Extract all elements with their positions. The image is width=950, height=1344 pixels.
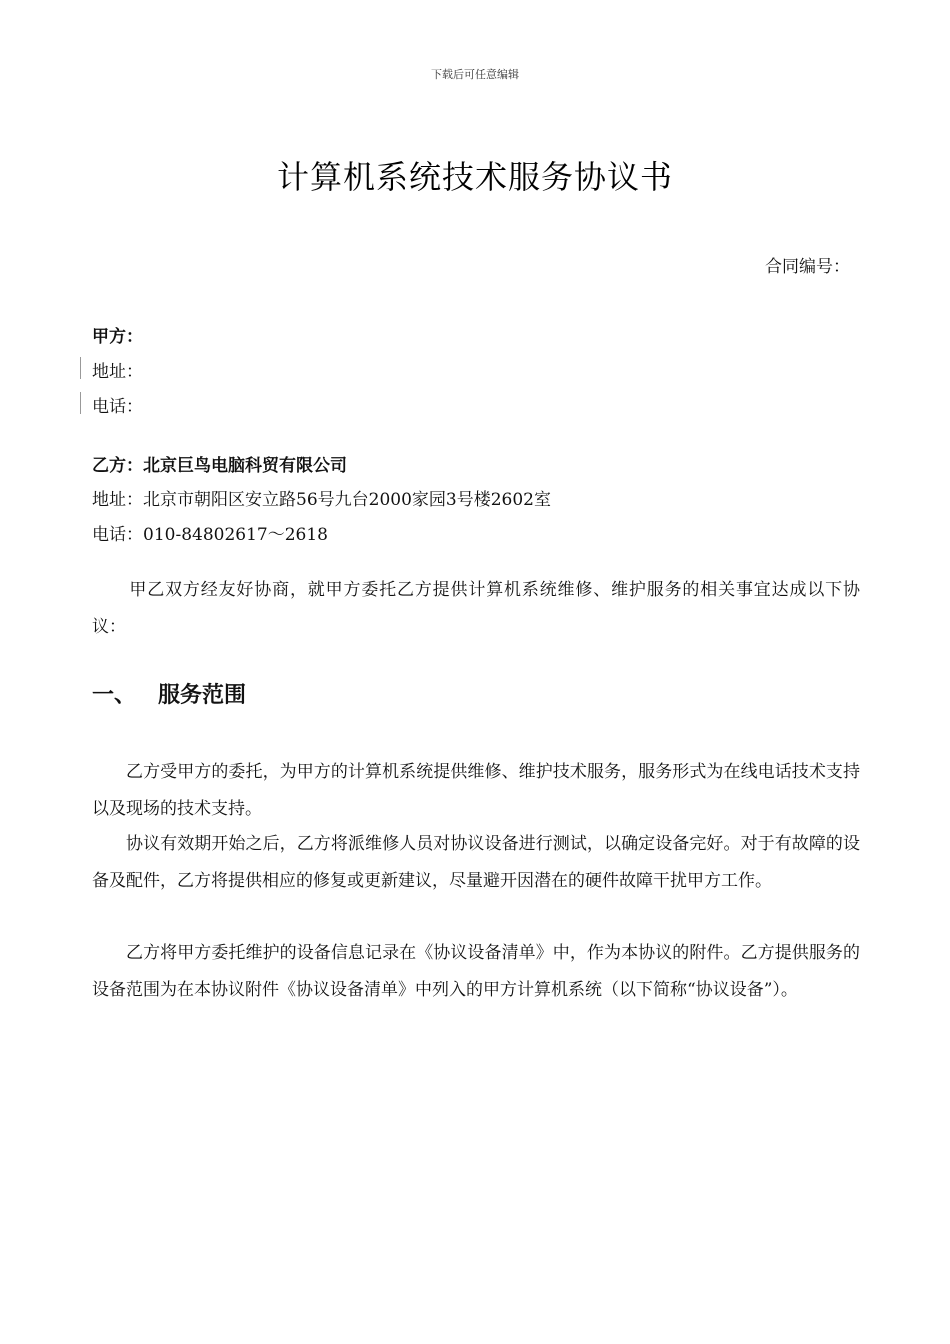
party-b-phone: 电话：010-84802617～2618 — [92, 525, 328, 545]
party-a-address-label: 地址： — [92, 362, 143, 382]
revision-bar — [80, 357, 81, 379]
section-number: 一、 — [92, 683, 137, 708]
party-a-label: 甲方： — [92, 327, 143, 347]
document-title: 计算机系统技术服务协议书 — [276, 158, 673, 196]
section-title: 服务范围 — [158, 683, 247, 708]
revision-bar — [80, 392, 81, 414]
intro-paragraph: 甲乙双方经友好协商，就甲方委托乙方提供计算机系统维修、维护服务的相关事宜达成以下协议： — [92, 580, 860, 637]
header-note: 下载后可任意编辑 — [431, 68, 519, 81]
section-paragraph: 乙方将甲方委托维护的设备信息记录在《协议设备清单》中，作为本协议的附件。乙方提供服务的设备范围为在本协议附件《协议设备清单》中列入的甲方计算机系统（以下简称“协议设备”）。 — [92, 943, 860, 1000]
party-b-name: 乙方：北京巨鸟电脑科贸有限公司 — [92, 456, 347, 476]
section-paragraph: 乙方受甲方的委托，为甲方的计算机系统提供维修、维护技术服务，服务形式为在线电话技术支持以及现场的技术支持。 — [92, 762, 860, 819]
contract-number-label: 合同编号： — [765, 257, 850, 277]
party-a-phone-label: 电话： — [92, 397, 143, 417]
section-paragraph: 协议有效期开始之后，乙方将派维修人员对协议设备进行测试，以确定设备完好。对于有故障的设备及配件，乙方将提供相应的修复或更新建议，尽量避开因潜在的硬件故障干扰甲方工作。 — [92, 834, 860, 891]
party-b-address: 地址：北京市朝阳区安立路56号九台2000家园3号楼2602室 — [92, 490, 551, 510]
section-heading — [92, 678, 246, 709]
